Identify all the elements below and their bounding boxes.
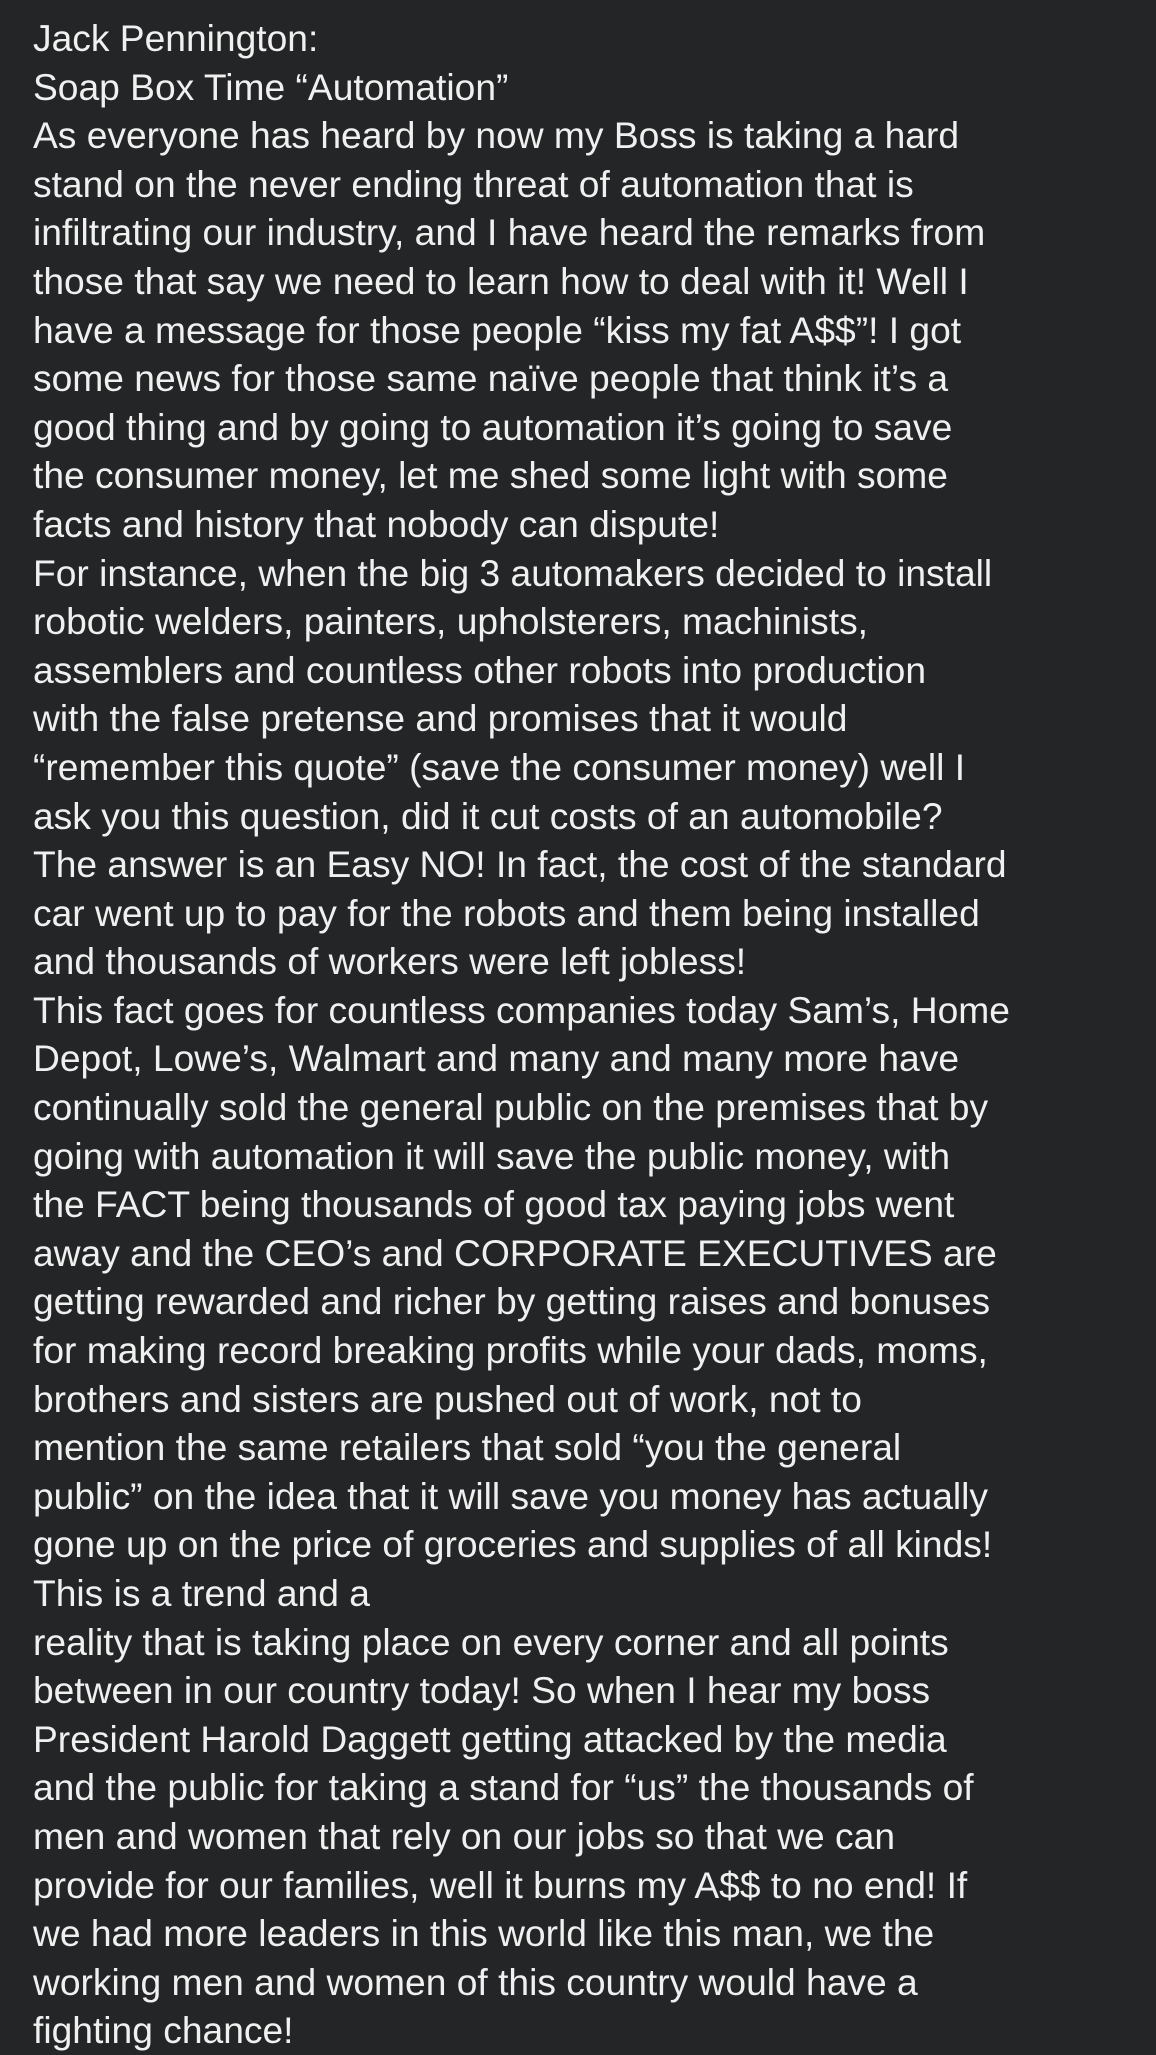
post-text-line: gone up on the price of groceries and supplies of all kinds! bbox=[33, 1523, 993, 1566]
post-text-line: with the false pretense and promises that it would bbox=[33, 697, 848, 740]
post-text-line: the FACT being thousands of good tax paying jobs went bbox=[33, 1183, 955, 1226]
post-text-line: This is a trend and a bbox=[33, 1572, 370, 1614]
post-text-line: public” on the idea that it will save you money has actually bbox=[33, 1474, 988, 1517]
post-text-line: going with automation it will save the public money, with bbox=[33, 1134, 951, 1177]
post-text-line: men and women that rely on our jobs so that we can bbox=[33, 1814, 895, 1857]
post-author-line: Jack Pennington: bbox=[33, 17, 319, 59]
post-text-line: fighting chance! bbox=[33, 2009, 294, 2052]
post-text-line: and the public for taking a stand for “us” the thousands of bbox=[33, 1766, 974, 1809]
post-text-line: reality that is taking place on every corner and all points bbox=[33, 1620, 949, 1663]
post-text-line: robotic welders, painters, upholsterers, machinists, bbox=[33, 600, 869, 643]
post-text-line: between in our country today! So when I hear my boss bbox=[33, 1669, 931, 1712]
post-text-line: facts and history that nobody can dispute! bbox=[33, 502, 720, 545]
post-text-line: working men and women of this country would have a bbox=[33, 1960, 918, 2003]
post-text-line: brothers and sisters are pushed out of work, not to bbox=[33, 1377, 862, 1420]
post-text-line: Depot, Lowe’s, Walmart and many and many more have bbox=[33, 1037, 960, 1080]
post-text-line: provide for our families, well it burns my A$$ to no end! If bbox=[33, 1863, 968, 1906]
post-text-line: President Harold Daggett getting attacked by the media bbox=[33, 1717, 947, 1760]
post-text-line: As everyone has heard by now my Boss is taking a hard bbox=[33, 114, 960, 157]
post-text-line: This fact goes for countless companies today Sam’s, Home bbox=[33, 988, 1010, 1031]
post-text-line: those that say we need to learn how to deal with it! Well I bbox=[33, 259, 969, 302]
post-text-line: mention the same retailers that sold “you the general bbox=[33, 1426, 902, 1469]
post-text-line: good thing and by going to automation it’s going to save bbox=[33, 405, 953, 448]
post-body bbox=[33, 14, 1143, 2055]
post-text-line: we had more leaders in this world like this man, we the bbox=[33, 1912, 935, 1955]
post-title-line: Soap Box Time “Automation” bbox=[33, 65, 509, 108]
post-text-line: stand on the never ending threat of automation that is bbox=[33, 162, 914, 205]
post-text-line: away and the CEO’s and CORPORATE EXECUTIVES are bbox=[33, 1231, 997, 1274]
post-text-line: ask you this question, did it cut costs of an automobile? bbox=[33, 794, 943, 837]
post-text-line: have a message for those people “kiss my fat A$$”! I got bbox=[33, 308, 962, 351]
post-text-line: and thousands of workers were left jobless! bbox=[33, 940, 747, 983]
post-text-line: for making record breaking profits while your dads, moms, bbox=[33, 1329, 988, 1372]
post-text-line: assemblers and countless other robots into production bbox=[33, 648, 927, 691]
post-text-line: For instance, when the big 3 automakers decided to install bbox=[33, 551, 993, 594]
post-text-line: The answer is an Easy NO! In fact, the cost of the standard bbox=[33, 843, 1007, 886]
post-text-line: getting rewarded and richer by getting raises and bonuses bbox=[33, 1280, 991, 1323]
post-text-line: some news for those same naïve people that think it’s a bbox=[33, 357, 949, 400]
post-text-line: infiltrating our industry, and I have heard the remarks from bbox=[33, 211, 986, 254]
post-text-line: car went up to pay for the robots and them being installed bbox=[33, 891, 980, 934]
post-text-line: “remember this quote” (save the consumer money) well I bbox=[33, 745, 966, 788]
post-text-line: continually sold the general public on the premises that by bbox=[33, 1086, 989, 1129]
post-text-line: the consumer money, let me shed some light with some bbox=[33, 454, 948, 497]
